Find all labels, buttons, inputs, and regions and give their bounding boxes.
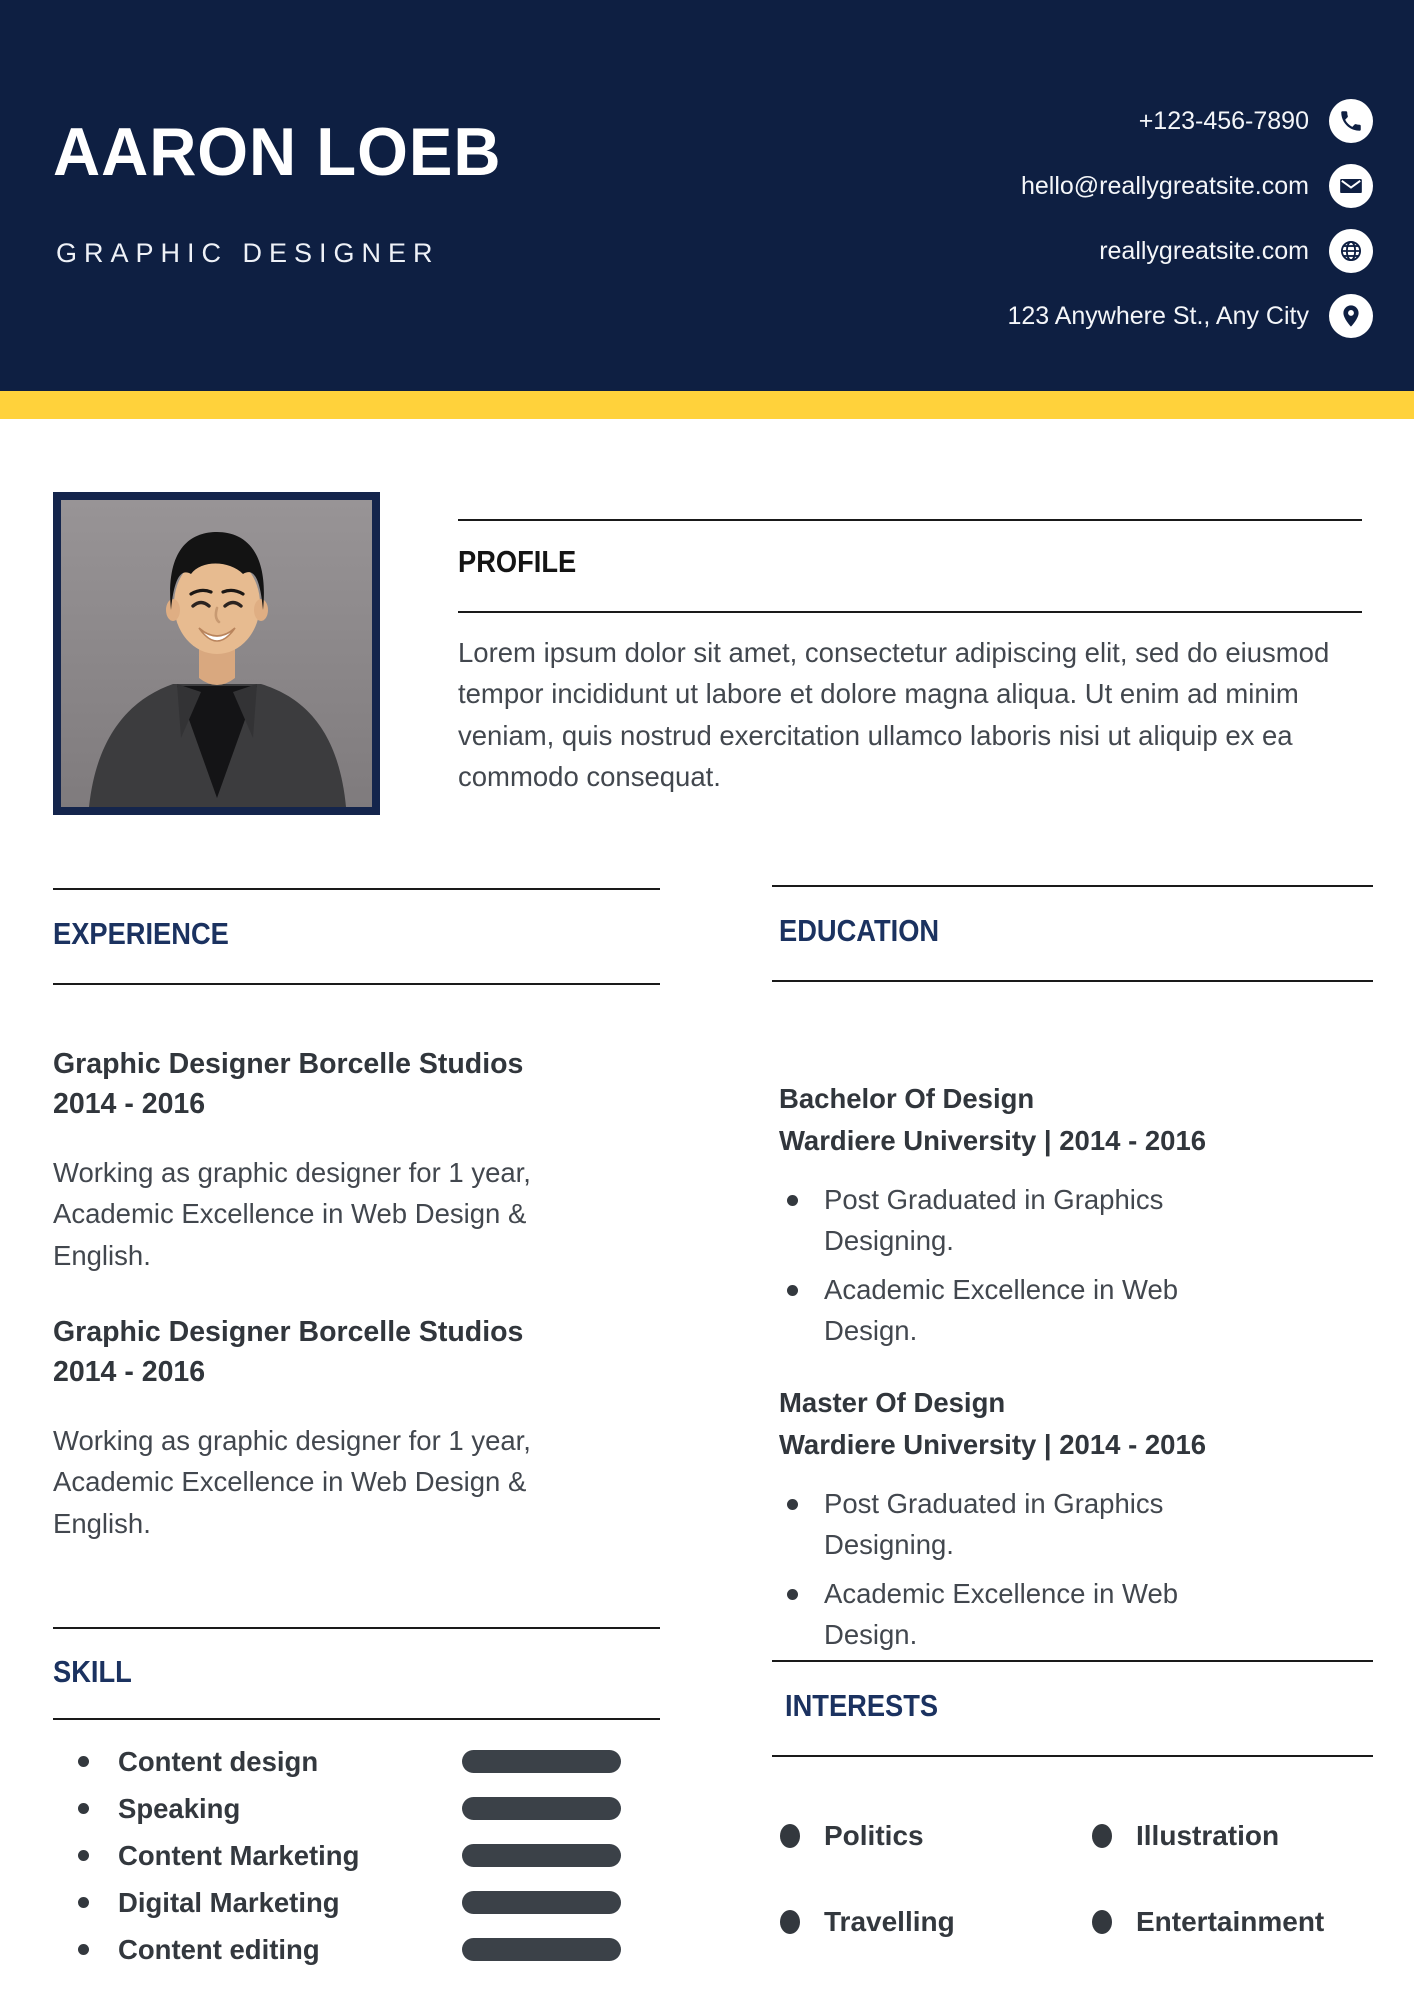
interest-dot-icon [780, 1824, 800, 1848]
profile-rule-bottom [458, 611, 1362, 613]
contact-email [1007, 164, 1373, 208]
education-rule-top [772, 885, 1373, 887]
contact-website [1007, 229, 1373, 273]
skill-level-bar [462, 1938, 621, 1961]
experience-rule-bottom [53, 983, 660, 985]
experience-entry-title [53, 1044, 613, 1125]
experience-entry-description: Working as graphic designer for 1 year, Academic Excellence in Web Design & English. [53, 1425, 531, 1539]
profile-heading: PROFILE [458, 544, 577, 579]
interests-rule-bottom [772, 1755, 1373, 1757]
person-name: AARON LOEB [53, 114, 502, 190]
education-bullet: Academic Excellence in Web Design. [779, 1270, 1194, 1351]
phone-number: +123-456-7890 [1138, 106, 1309, 135]
education-bullet-list [779, 1180, 1194, 1361]
skill-heading: SKILL [53, 1654, 132, 1689]
interest-label: Illustration [1136, 1820, 1280, 1851]
profile-rule-top [458, 519, 1362, 521]
interest-item [780, 1908, 955, 1936]
education-bullet: Post Graduated in Graphics Designing. [779, 1484, 1194, 1565]
education-degree: Bachelor Of Design [779, 1083, 1035, 1114]
skill-level-bar [462, 1891, 621, 1914]
skill-row [53, 1926, 660, 1973]
portrait-illustration [61, 500, 372, 807]
skill-label: Content editing [118, 1933, 320, 1965]
website-url: reallygreatsite.com [1099, 236, 1309, 265]
skill-level-bar [462, 1797, 621, 1820]
experience-title-line1: Graphic Designer Borcelle Studios [53, 1048, 524, 1080]
education-degree: Master Of Design [779, 1387, 1006, 1418]
interest-dot-icon [780, 1910, 800, 1934]
bullet-dot-icon [78, 1944, 89, 1955]
education-rule-bottom [772, 980, 1373, 982]
phone-icon [1329, 99, 1373, 143]
interest-label: Travelling [824, 1906, 955, 1937]
interest-label: Entertainment [1136, 1906, 1325, 1937]
contact-address [1007, 294, 1373, 338]
skill-row [53, 1832, 660, 1879]
skill-row [53, 1785, 660, 1832]
contact-list [1007, 99, 1373, 338]
skill-label: Digital Marketing [118, 1886, 340, 1918]
interest-label: Politics [824, 1820, 924, 1851]
location-icon [1329, 294, 1373, 338]
skill-label: Speaking [118, 1792, 241, 1824]
interest-item [1092, 1822, 1279, 1850]
interest-item [780, 1822, 924, 1850]
skill-label: Content Marketing [118, 1839, 360, 1871]
profile-photo [53, 492, 380, 815]
bullet-dot-icon [78, 1803, 89, 1814]
bullet-dot-icon [78, 1897, 89, 1908]
experience-title-dates: 2014 - 2016 [53, 1088, 206, 1121]
bullet-dot-icon [78, 1850, 89, 1861]
interest-item [1092, 1908, 1324, 1936]
experience-title-dates: 2014 - 2016 [53, 1356, 206, 1389]
globe-icon [1329, 229, 1373, 273]
skill-rule-bottom [53, 1718, 660, 1720]
skill-row [53, 1879, 660, 1926]
interests-rule-top [772, 1660, 1373, 1662]
education-heading: EDUCATION [779, 913, 940, 948]
interests-heading: INTERESTS [785, 1688, 939, 1723]
header [0, 0, 1414, 391]
email-address: hello@reallygreatsite.com [1020, 171, 1309, 200]
street-address: 123 Anywhere St., Any City [1007, 301, 1309, 330]
bullet-dot-icon [78, 1756, 89, 1767]
experience-entry-description: Working as graphic designer for 1 year, Academic Excellence in Web Design & English. [53, 1157, 531, 1271]
experience-rule-top [53, 888, 660, 890]
education-bullet-list [779, 1484, 1194, 1665]
interest-dot-icon [1092, 1824, 1112, 1848]
skill-level-bar [462, 1844, 621, 1867]
skill-level-bar [462, 1750, 621, 1773]
skill-row [53, 1738, 660, 1785]
profile-text: Lorem ipsum dolor sit amet, consectetur adipiscing elit, sed do eiusmod tempor incididunt ut labore et dolore magna aliqua. Ut enim ad minim veniam, quis nostrud exercitation ullamco laboris nisi ut aliquip ex ea commodo consequat. [458, 637, 1330, 792]
experience-title-line1: Graphic Designer Borcelle Studios [53, 1316, 524, 1348]
education-bullet: Academic Excellence in Web Design. [779, 1574, 1194, 1655]
accent-stripe [0, 391, 1414, 419]
person-job-title: GRAPHIC DESIGNER [56, 238, 440, 268]
education-bullet: Post Graduated in Graphics Designing. [779, 1180, 1194, 1261]
contact-phone [1007, 99, 1373, 143]
experience-heading: EXPERIENCE [53, 916, 229, 951]
interest-dot-icon [1092, 1910, 1112, 1934]
experience-entry-title [53, 1312, 613, 1393]
skill-label: Content design [118, 1745, 319, 1777]
education-school: Wardiere University | 2014 - 2016 [779, 1125, 1207, 1156]
skill-rule-top [53, 1627, 660, 1629]
email-icon [1329, 164, 1373, 208]
education-school: Wardiere University | 2014 - 2016 [779, 1429, 1207, 1460]
